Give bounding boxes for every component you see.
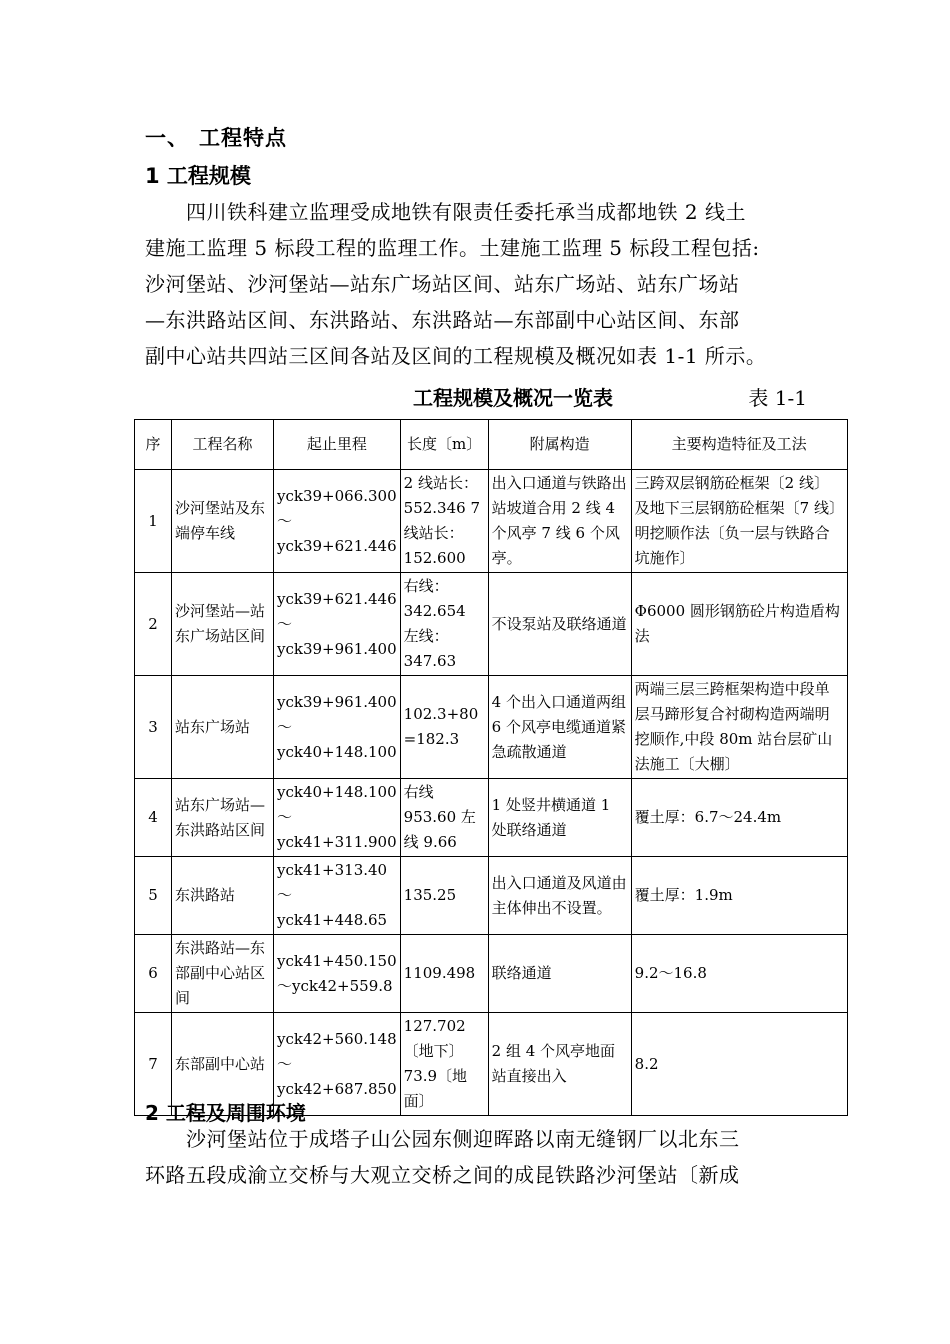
- row-length: 2 线站长：552.346 7 线站长：152.600: [400, 470, 488, 573]
- row-length: 右线 953.60 左线 9.66: [400, 779, 488, 857]
- row-auxiliary: 2 组 4 个风亭地面站直接出入: [488, 1013, 631, 1116]
- row-auxiliary: 1 处竖井横通道 1 处联络通道: [488, 779, 631, 857]
- header-auxiliary: 附属构造: [488, 420, 631, 470]
- row-no: 5: [135, 857, 172, 935]
- row-mileage: yck41+450.150～yck42+559.8: [274, 935, 401, 1013]
- row-no: 3: [135, 676, 172, 779]
- row-mileage: yck39+961.400～yck40+148.100: [274, 676, 401, 779]
- row-auxiliary: 联络通道: [488, 935, 631, 1013]
- row-mileage: yck42+560.148～yck42+687.850: [274, 1013, 401, 1116]
- table-header-row: [135, 420, 848, 470]
- row-feature: 覆土厚：6.7～24.4m: [631, 779, 847, 857]
- row-feature: Φ6000 圆形钢筋砼片构造盾构法: [631, 573, 847, 676]
- row-feature: 三跨双层钢筋砼框架〔2 线〕及地下三层钢筋砼框架〔7 线〕明挖顺作法〔负一层与铁路合坑施作〕: [631, 470, 847, 573]
- row-length: 102.3+80 =182.3: [400, 676, 488, 779]
- row-auxiliary: 4 个出入口通道两组 6 个风亭电缆通道紧急疏散通道: [488, 676, 631, 779]
- paragraph-line: 建施工监理 5 标段工程的监理工作。土建施工监理 5 标段工程包括:: [145, 236, 760, 260]
- row-feature: 覆土厚：1.9m: [631, 857, 847, 935]
- subsection-heading-1: 1 工程规模: [145, 164, 251, 188]
- row-name: 东洪路站: [172, 857, 274, 935]
- row-length: 135.25: [400, 857, 488, 935]
- table-caption: [145, 382, 807, 410]
- section-number: 一、: [145, 126, 189, 150]
- header-feature: 主要构造特征及工法: [631, 420, 847, 470]
- row-auxiliary: 出入口通道及风道由主体伸出不设置。: [488, 857, 631, 935]
- row-feature: 两端三层三跨框架构造中段单层马蹄形复合衬砌构造两端明挖顺作,中段 80m 站台层矿山法施工〔大棚〕: [631, 676, 847, 779]
- section-heading: [145, 122, 287, 152]
- table-number: 表 1-1: [748, 386, 807, 410]
- row-no: 7: [135, 1013, 172, 1116]
- table-row: [135, 676, 848, 779]
- table-row: [135, 857, 848, 935]
- table-title: 工程规模及概况一览表: [413, 386, 613, 410]
- row-name: 东洪路站—东部副中心站区间: [172, 935, 274, 1013]
- row-no: 1: [135, 470, 172, 573]
- row-auxiliary: 不设泵站及联络通道: [488, 573, 631, 676]
- row-mileage: yck41+313.40 ～yck41+448.65: [274, 857, 401, 935]
- row-feature: 9.2～16.8: [631, 935, 847, 1013]
- table-row: [135, 779, 848, 857]
- header-length: 长度〔m〕: [400, 420, 488, 470]
- row-mileage: yck39+066.300～yck39+621.446: [274, 470, 401, 573]
- paragraph-line: —东洪路站区间、东洪路站、东洪路站—东部副中心站区间、东部: [145, 308, 740, 332]
- row-length: 右线：342.654 左线：347.63: [400, 573, 488, 676]
- section-title: 工程特点: [199, 126, 287, 150]
- row-no: 6: [135, 935, 172, 1013]
- table-row: [135, 573, 848, 676]
- row-no: 4: [135, 779, 172, 857]
- row-auxiliary: 出入口通道与铁路出站坡道合用 2 线 4 个风亭 7 线 6 个风亭。: [488, 470, 631, 573]
- row-name: 站东广场站: [172, 676, 274, 779]
- paragraph-line: 环路五段成渝立交桥与大观立交桥之间的成昆铁路沙河堡站〔新成: [145, 1163, 740, 1187]
- table-row: [135, 935, 848, 1013]
- paragraph-scale: [145, 194, 817, 374]
- table-row: [135, 470, 848, 573]
- paragraph-line: 四川铁科建立监理受成地铁有限责任委托承当成都地铁 2 线土: [145, 200, 746, 224]
- row-name: 沙河堡站及东端停车线: [172, 470, 274, 573]
- row-feature: 8.2: [631, 1013, 847, 1116]
- paragraph-line: 副中心站共四站三区间各站及区间的工程规模及概况如表 1-1 所示。: [145, 344, 767, 368]
- row-name: 东部副中心站: [172, 1013, 274, 1116]
- paragraph-line: 沙河堡站、沙河堡站—站东广场站区间、站东广场站、站东广场站: [145, 272, 740, 296]
- row-name: 站东广场站—东洪路站区间: [172, 779, 274, 857]
- project-scale-table: [134, 419, 848, 1116]
- row-no: 2: [135, 573, 172, 676]
- row-length: 127.702〔地下〕73.9〔地面〕: [400, 1013, 488, 1116]
- row-length: 1109.498: [400, 935, 488, 1013]
- row-mileage: yck39+621.446～yck39+961.400: [274, 573, 401, 676]
- subsection-heading-2: 2 工程及周围环境: [145, 1101, 306, 1125]
- paragraph-environment: [145, 1121, 817, 1193]
- paragraph-line: 沙河堡站位于成塔子山公园东侧迎晖路以南无缝钢厂以北东三: [145, 1127, 740, 1151]
- row-mileage: yck40+148.100～yck41+311.900: [274, 779, 401, 857]
- header-no: 序: [135, 420, 172, 470]
- row-name: 沙河堡站—站东广场站区间: [172, 573, 274, 676]
- header-name: 工程名称: [172, 420, 274, 470]
- header-mileage: 起止里程: [274, 420, 401, 470]
